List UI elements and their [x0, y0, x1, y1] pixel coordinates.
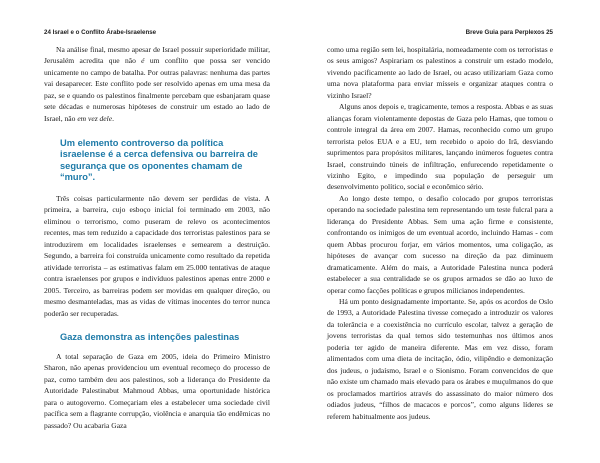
paragraph: Três coisas particularmente não devem ser perdidas de vista. A primeira, a barreira, cujo esboço inicial foi terminado em 2003, não eliminou o terrorismo, como puseram de relevo os acontecimentos recentes, mas tem reduzido a capacidade dos terroristas palestinos para se introduzirem em localidades israelenses e semearem a destruição. Segundo, a barreira foi construída unicamente como resultado da repetida atividade terrorista – as estimativas falam em 25.000 tentativas de ataque contra israelenses por grupos e indivíduos palestinos apenas entre 2000 e 2005. Terceiro, as barreiras podem ser movidas em qualquer direção, ou mesmo desmanteladas, mas as vidas de vítimas inocentes do terror nunca poderão ser recuperadas. — [44, 193, 270, 318]
right-page — [327, 0, 553, 463]
right-page-body — [327, 44, 553, 422]
paragraph: A total separação de Gaza em 2005, ideia do Primeiro Ministro Sharon, não apenas providenciou um eventual recomeço do processo de paz, como também deu aos palestinos, sob a liderança do Presidente da Autoridade Palestinabut Mahmoud Abbas, uma oportunidade histórica para o autogoverno. Começariam eles a estabelecer uma sociedade civil pacífica sem a flagrante corrupção, violência e anarquia tão endêmicas no passado? Ou acabaria Gaza — [44, 351, 270, 430]
running-head-right: Breve Guia para Perplexos 25 — [465, 29, 553, 36]
section-heading: Gaza demonstra as intenções palestinas — [60, 331, 240, 342]
left-page-body — [44, 44, 270, 431]
paragraph: Na análise final, mesmo apesar de Israel possuir superioridade militar, Jerusalém acredita que não é um conflito que possa ser vencido unicamente no campo de batalha. Por outras palavras: nenhuma das partes vai desaparecer. Este conflito pode ser resolvido apenas em uma mesa da paz, se e quando os palestinos finalmente percebam que esbanjaram quase sete décadas e numerosas hipóteses de construir um estado ao lado de Israel, não em vez dele. — [44, 45, 270, 123]
left-page — [44, 0, 270, 463]
paragraph: Ao longo deste tempo, o desafio colocado por grupos terroristas operando na sociedade palestina tem representando um teste fulcral para a liderança do Presidente Abbas. Sem uma ação firme e consistente, confrontando os inimigos de um eventual acordo, incluindo Hamas - com quem Abbas procurou forjar, em vários momentos, uma coligação, as hipóteses de avançar com sucesso na direção da paz diminuem dramaticamente. Além do mais, a Autoridade Palestina nunca poderá estabelecer a sua centralidade se os grupos armados se dão ao luxo de operar como facções políticas e grupos milicianos independentes. — [327, 193, 553, 295]
paragraph: Alguns anos depois e, tragicamente, temos a resposta. Abbas e as suas alianças foram violentamente depostas de Gaza pelo Hamas, que tomou o controle integral da área em 2007. Hamas, reconhecido como um grupo terrorista pelos EUA e a EU, tem recebido o apoio do Irã, desviando suprimentos para propósitos militares, lançando inúmeros foguetes contra Israel, construindo túneis de infiltração, enfurecendo repetidamente o vizinho Egito, e impedindo sua população de perseguir um desenvolvimento político, social e econômico sério. — [327, 102, 553, 192]
paragraph: como uma região sem lei, hospitalária, nomeadamente com os terroristas e os seus amigos? Aspirariam os palestinos a construir um estado modelo, vivendo pacificamente ao lado de Israel, ou acaso utilizariam Gaza como uma nova plataforma para enviar mísseis e organizar ataques contra o vizinho Israel? — [327, 45, 553, 100]
pull-quote: Um elemento controverso da política israelense é a cerca defensiva ou barreira de segurança que os oponentes chamam de “muro”. — [60, 138, 258, 182]
paragraph: Há um ponto designadamente importante. Se, após os acordos de Oslo de 1993, a Autoridade Palestina tivesse começado a introduzir os valores da tolerância e a coexistência no currículo escolar, talvez a geração de jovens terroristas da qual temos sido testemunhas nos últimos anos poderia ter agido de maneira diferente. Mas em vez disso, foram alimentados com uma dieta de incitação, ódio, vilipêndio e demonização dos judeus, o judaísmo, Israel e o Sionismo. Foram convencidos de que não existe um chamado mais elevado para os árabes e muçulmanos do que os proclamados martírios através do assassinato do maior número dos odiados judeus, “filhos de macacos e porcos”, como alguns líderes se referem habitualmente aos judeus. — [327, 296, 553, 421]
running-head-left: 24 Israel e o Conflito Árabe-Israelense — [44, 29, 157, 36]
